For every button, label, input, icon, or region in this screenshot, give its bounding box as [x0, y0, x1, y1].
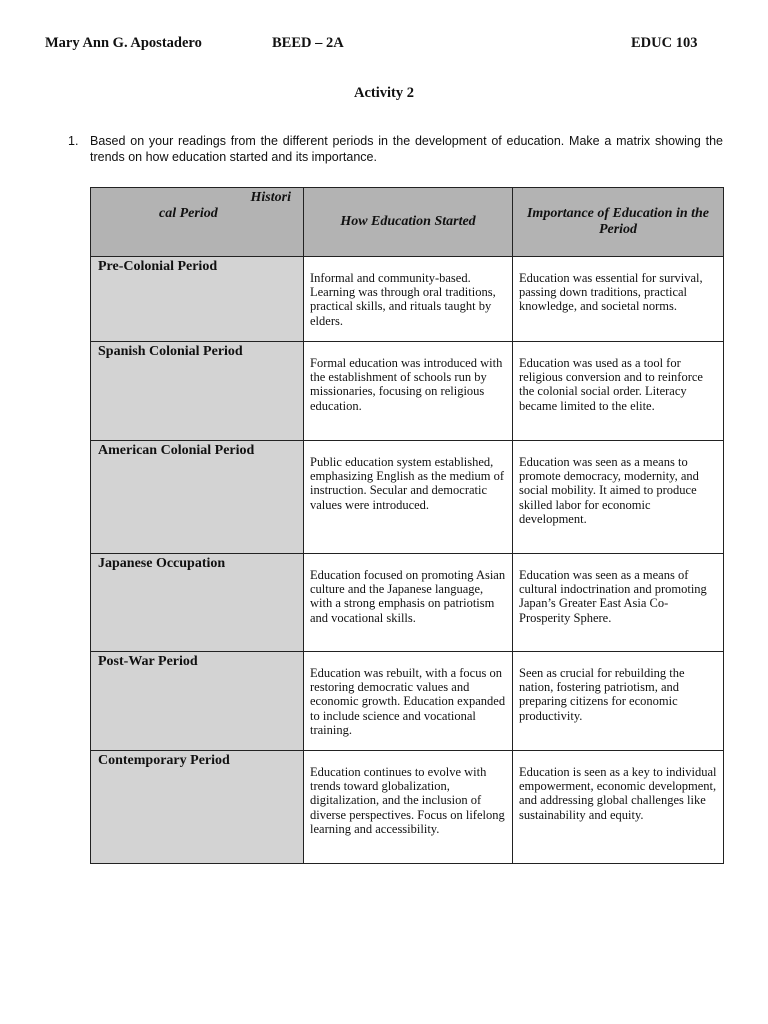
importance-cell: Education was seen as a means to promote democracy, modernity, and social mobility. It aimed to produce skilled labor for economic development.	[513, 441, 724, 554]
period-cell: American Colonial Period	[91, 441, 304, 554]
table-row	[91, 751, 724, 864]
table-row	[91, 554, 724, 652]
importance-cell: Seen as crucial for rebuilding the nation, fostering patriotism, and preparing citizens for economic productivity.	[513, 652, 724, 751]
period-cell: Pre-Colonial Period	[91, 257, 304, 342]
period-cell: Spanish Colonial Period	[91, 342, 304, 441]
table-row	[91, 652, 724, 751]
activity-title: Activity 2	[354, 85, 414, 101]
instruction-text: Based on your readings from the different periods in the development of education. Make a matrix showing the trends on how education started and its importance.	[90, 134, 723, 164]
importance-cell: Education was seen as a means of cultural indoctrination and promoting Japan’s Greater East Asia Co-Prosperity Sphere.	[513, 554, 724, 652]
header-how-education-started: How Education Started	[304, 188, 513, 257]
student-name: Mary Ann G. Apostadero	[45, 35, 202, 51]
importance-cell: Education was essential for survival, passing down traditions, practical knowledge, and societal norms.	[513, 257, 724, 342]
how-started-cell: Formal education was introduced with the establishment of schools run by missionaries, focusing on religious education.	[304, 342, 513, 441]
importance-cell: Education is seen as a key to individual empowerment, economic development, and addressing global challenges like sustainability and equity.	[513, 751, 724, 864]
table-row	[91, 257, 724, 342]
subject-code: EDUC 103	[631, 35, 698, 51]
instruction-number: 1.	[68, 134, 79, 148]
header-importance-of-education: Importance of Education in the Period	[513, 188, 724, 257]
importance-cell: Education was used as a tool for religious conversion and to reinforce the colonial social order. Literacy became limited to the elite.	[513, 342, 724, 441]
header-period-line2: cal Period	[159, 206, 218, 221]
how-started-cell: Informal and community-based. Learning was through oral traditions, practical skills, and rituals taught by elders.	[304, 257, 513, 342]
instruction-item	[68, 133, 723, 165]
header-historical-period	[91, 188, 304, 257]
period-cell: Post-War Period	[91, 652, 304, 751]
how-started-cell: Public education system established, emphasizing English as the medium of instruction. Secular and democratic values were introduced.	[304, 441, 513, 554]
how-started-cell: Education was rebuilt, with a focus on restoring democratic values and economic growth. Education expanded to include science and vocational training.	[304, 652, 513, 751]
document-header	[0, 35, 768, 55]
header-period-line1: Histori	[250, 190, 291, 205]
table-row	[91, 342, 724, 441]
table-row	[91, 441, 724, 554]
how-started-cell: Education continues to evolve with trends toward globalization, digitalization, and the inclusion of diverse perspectives. Focus on lifelong learning and accessibility.	[304, 751, 513, 864]
education-matrix-table	[90, 187, 724, 864]
period-cell: Japanese Occupation	[91, 554, 304, 652]
how-started-cell: Education focused on promoting Asian culture and the Japanese language, with a strong emphasis on patriotism and vocational skills.	[304, 554, 513, 652]
table-header-row	[91, 188, 724, 257]
period-cell: Contemporary Period	[91, 751, 304, 864]
course-section: BEED – 2A	[272, 35, 344, 51]
